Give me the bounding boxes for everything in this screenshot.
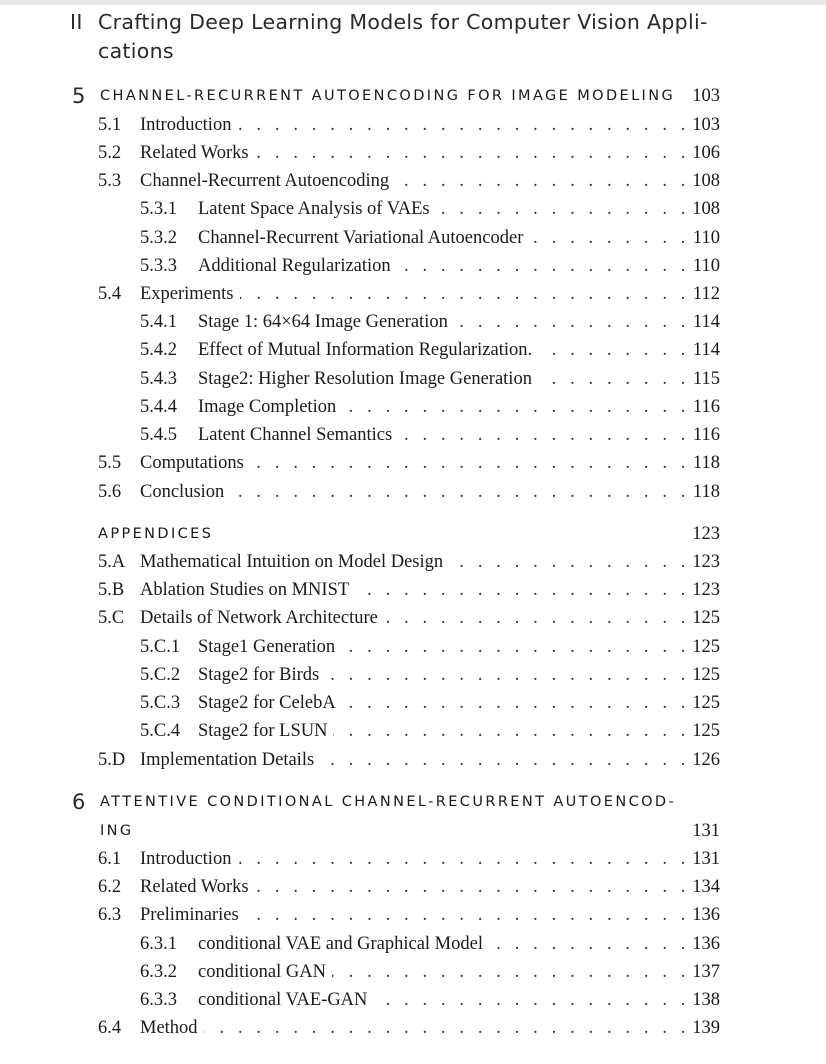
toc-entry-6-2[interactable] (0, 873, 826, 901)
section-title: Channel-Recurrent Variational Autoencoder (198, 228, 529, 248)
toc-entry-6-1[interactable] (0, 845, 826, 873)
toc-entry-5-4-4[interactable] (0, 393, 826, 421)
section-title: Stage2 for LSUN (198, 721, 333, 741)
section-number: 5.C.1 (140, 637, 181, 657)
chapter-title-line1: ATTENTIVE CONDITIONAL CHANNEL-RECURRENT AUTOENCOD- (100, 794, 677, 810)
section-number: 6.3.2 (140, 962, 177, 982)
page-number: 112 (692, 284, 720, 304)
section-title: Ablation Studies on MNIST (140, 580, 355, 600)
page-number: 125 (692, 665, 720, 685)
page-number: 136 (692, 905, 720, 925)
page-number: 125 (692, 608, 720, 628)
section-title: Stage 1: 64×64 Image Generation (198, 312, 454, 332)
section-number: 6.2 (98, 877, 122, 897)
section-number: 6.1 (98, 849, 122, 869)
appendices-title: APPENDICES (98, 526, 214, 542)
section-title: Conclusion (140, 482, 230, 502)
section-title: conditional VAE and Graphical Model (198, 934, 489, 954)
toc-entry-5-4-1[interactable] (0, 308, 826, 336)
page-number: 126 (692, 750, 720, 770)
toc-entry-5-a[interactable] (0, 548, 826, 576)
page-number: 125 (692, 721, 720, 741)
section-number: 5.3.3 (140, 256, 177, 276)
toc-entry-5-c[interactable] (0, 604, 826, 632)
section-number: 5.A (98, 552, 126, 572)
section-number: 5.1 (98, 115, 122, 135)
section-title: Image Completion (198, 397, 342, 417)
section-title: Stage2 for CelebA (198, 693, 342, 713)
toc-chapter-5[interactable] (0, 82, 826, 110)
toc-entry-5-3-3[interactable] (0, 252, 826, 280)
section-title: Stage1 Generation (198, 637, 341, 657)
toc-entry-5-c-4[interactable] (0, 717, 826, 745)
section-number: 5.4.2 (140, 340, 177, 360)
section-number: 5.D (98, 750, 126, 770)
section-title: Details of Network Architecture (140, 608, 384, 628)
part-title-line2: cations (98, 39, 174, 63)
section-title: Introduction (140, 849, 237, 869)
section-title: conditional VAE-GAN (198, 990, 373, 1010)
section-number: 6.3 (98, 905, 122, 925)
page-number: 103 (692, 86, 720, 106)
page-number: 115 (692, 369, 720, 389)
toc-entry-5-4-2[interactable] (0, 336, 826, 364)
section-title: Related Works (140, 877, 255, 897)
toc-entry-5-c-3[interactable] (0, 689, 826, 717)
section-title: Additional Regularization (198, 256, 397, 276)
part-title-line1: Crafting Deep Learning Models for Computer Vision Appli- (98, 10, 708, 34)
chapter-title: CHANNEL-RECURRENT AUTOENCODING FOR IMAGE MODELING (100, 88, 676, 104)
page-number: 116 (692, 425, 720, 445)
section-number: 5.C.4 (140, 721, 181, 741)
part-heading (70, 8, 710, 66)
top-edge (0, 0, 826, 5)
section-number: 5.3 (98, 171, 122, 191)
page-number: 103 (692, 115, 720, 135)
section-number: 5.B (98, 580, 125, 600)
section-number: 5.4.1 (140, 312, 177, 332)
page-number: 123 (692, 524, 720, 544)
section-number: 6.4 (98, 1018, 122, 1038)
page-number: 137 (692, 962, 720, 982)
toc-entry-6-3[interactable] (0, 901, 826, 929)
section-number: 5.6 (98, 482, 122, 502)
section-title: Preliminaries (140, 905, 245, 925)
section-title: Effect of Mutual Information Regularization. (198, 340, 538, 360)
toc-entry-5-d[interactable] (0, 746, 826, 774)
section-number: 5.C (98, 608, 125, 628)
page-number: 125 (692, 637, 720, 657)
toc-entry-5-c-1[interactable] (0, 633, 826, 661)
chapter-title-line2: ING (100, 823, 134, 839)
section-number: 5.4.3 (140, 369, 177, 389)
page-number: 123 (692, 580, 720, 600)
page-number: 131 (692, 821, 720, 841)
part-number: II (70, 10, 83, 34)
section-number: 5.2 (98, 143, 122, 163)
toc-chapter-6-cont[interactable] (0, 817, 826, 845)
page-number: 110 (692, 228, 720, 248)
toc-entry-5-4-5[interactable] (0, 421, 826, 449)
section-title: Latent Channel Semantics (198, 425, 398, 445)
section-number: 5.C.3 (140, 693, 181, 713)
section-number: 6.3.1 (140, 934, 177, 954)
page-number: 118 (692, 482, 720, 502)
section-number: 5.3.2 (140, 228, 177, 248)
section-title: Experiments (140, 284, 240, 304)
toc-appendices[interactable] (0, 520, 826, 548)
page-number: 131 (692, 849, 720, 869)
page-number: 114 (692, 340, 720, 360)
chapter-number: 6 (72, 790, 86, 814)
toc-entry-5-6[interactable] (0, 478, 826, 506)
section-title: Method (140, 1018, 204, 1038)
section-title: Latent Space Analysis of VAEs (198, 199, 436, 219)
page-number: 118 (692, 453, 720, 473)
page-number: 108 (692, 199, 720, 219)
toc-entry-5-1[interactable] (0, 111, 826, 139)
toc-entry-6-4[interactable] (0, 1014, 826, 1042)
page-number: 123 (692, 552, 720, 572)
toc-entry-6-3-2[interactable] (0, 958, 826, 986)
section-number: 5.4.4 (140, 397, 177, 417)
page-number: 139 (692, 1018, 720, 1038)
section-number: 5.C.2 (140, 665, 181, 685)
toc-chapter-6[interactable] (0, 788, 826, 816)
section-title: Channel-Recurrent Autoencoding (140, 171, 395, 191)
section-number: 5.3.1 (140, 199, 177, 219)
page-number: 106 (692, 143, 720, 163)
toc-entry-5-2[interactable] (0, 139, 826, 167)
page-number: 125 (692, 693, 720, 713)
page-number: 136 (692, 934, 720, 954)
toc-entry-5-4[interactable] (0, 280, 826, 308)
section-number: 5.5 (98, 453, 122, 473)
section-title: Related Works (140, 143, 255, 163)
toc-entry-5-5[interactable] (0, 449, 826, 477)
toc-entry-5-3[interactable] (0, 167, 826, 195)
toc-entry-6-3-3[interactable] (0, 986, 826, 1014)
toc-entry-5-3-2[interactable] (0, 224, 826, 252)
toc-entry-5-3-1[interactable] (0, 195, 826, 223)
section-title: Introduction (140, 115, 237, 135)
toc-entry-5-4-3[interactable] (0, 365, 826, 393)
section-title: Mathematical Intuition on Model Design (140, 552, 449, 572)
page-number: 108 (692, 171, 720, 191)
chapter-number: 5 (72, 84, 86, 108)
section-title: Computations (140, 453, 250, 473)
page-number: 138 (692, 990, 720, 1010)
section-title: Implementation Details (140, 750, 320, 770)
page-number: 110 (692, 256, 720, 276)
page-number: 134 (692, 877, 720, 897)
section-number: 6.3.3 (140, 990, 177, 1010)
section-title: conditional GAN (198, 962, 332, 982)
toc-entry-5-c-2[interactable] (0, 661, 826, 689)
section-title: Stage2 for Birds (198, 665, 325, 685)
section-title: Stage2: Higher Resolution Image Generation (198, 369, 538, 389)
toc-entry-6-3-1[interactable] (0, 930, 826, 958)
page-number: 116 (692, 397, 720, 417)
toc-entry-5-b[interactable] (0, 576, 826, 604)
section-number: 5.4.5 (140, 425, 177, 445)
section-number: 5.4 (98, 284, 122, 304)
page-number: 114 (692, 312, 720, 332)
